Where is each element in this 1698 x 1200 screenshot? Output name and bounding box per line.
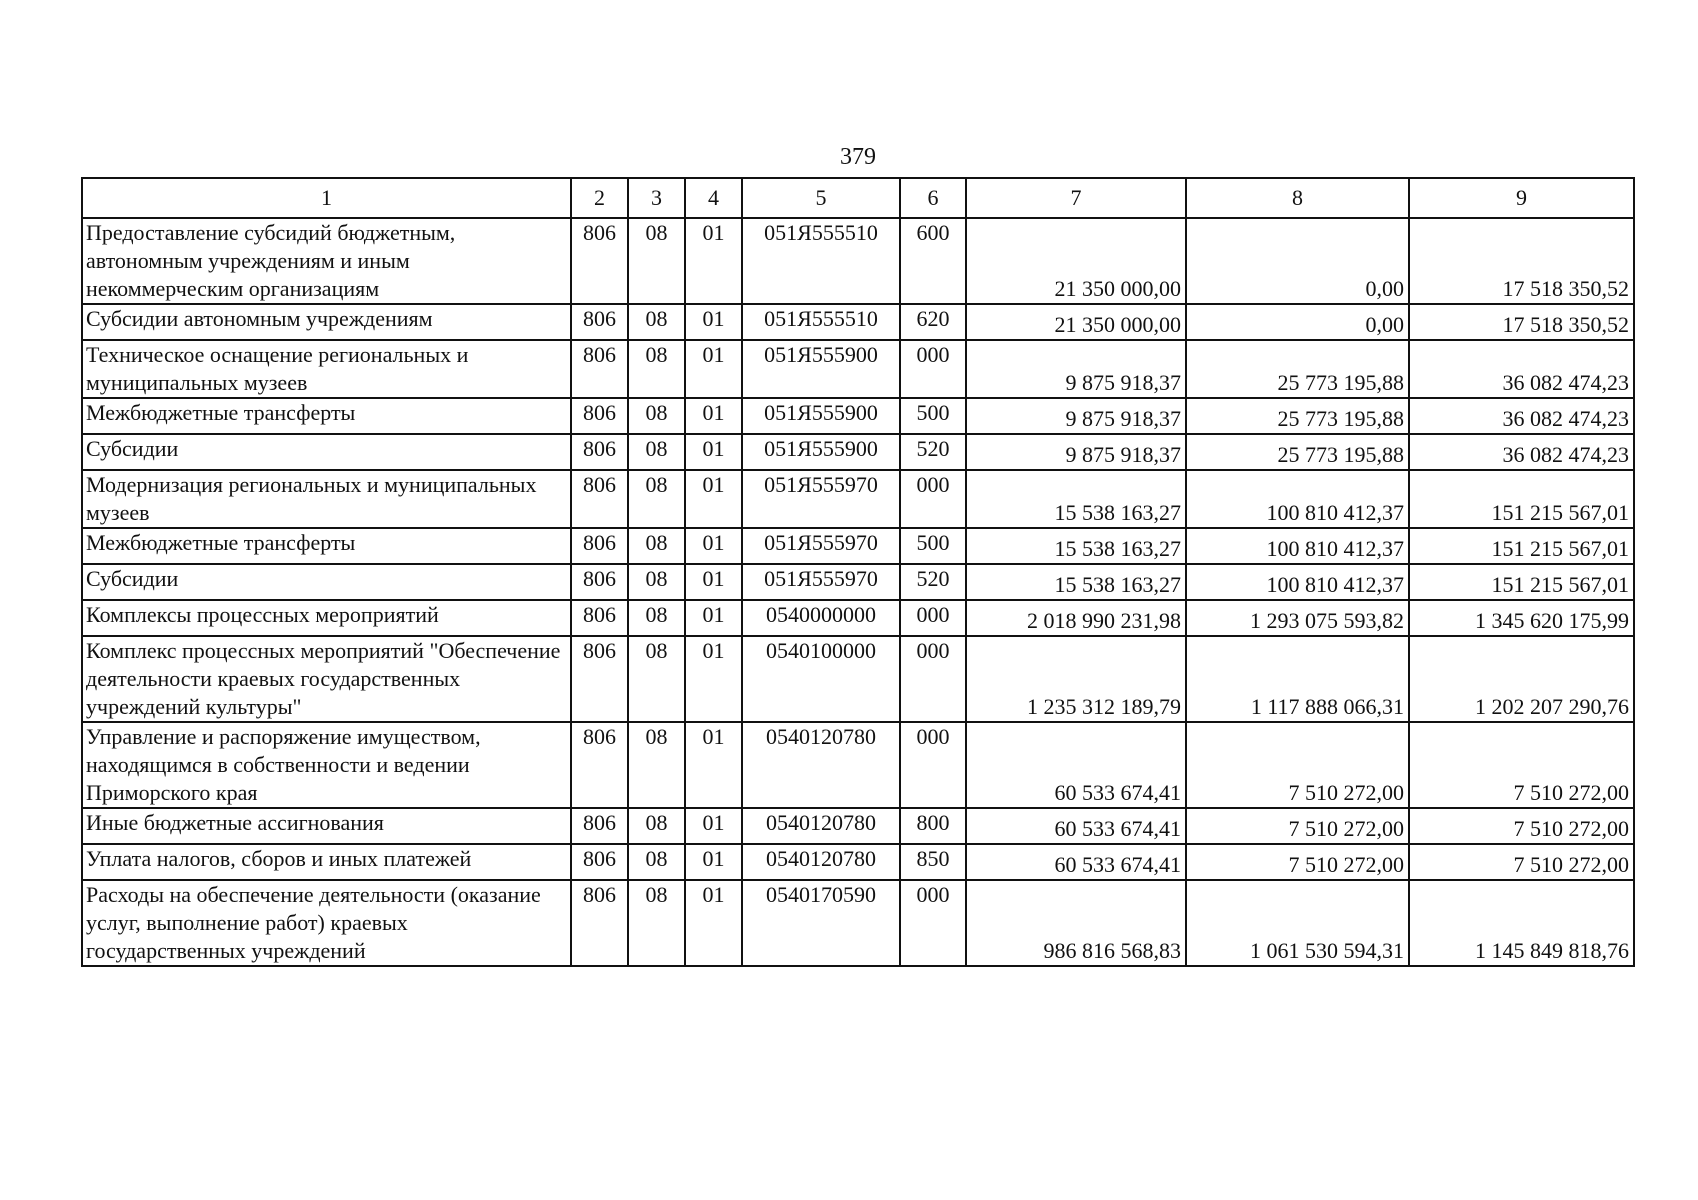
row-code-col-4: 01 xyxy=(685,434,742,470)
row-code-col-2: 806 xyxy=(571,844,628,880)
row-amount-col-7: 15 538 163,27 xyxy=(966,564,1186,600)
row-amount-col-7: 60 533 674,41 xyxy=(966,844,1186,880)
row-code-col-2: 806 xyxy=(571,434,628,470)
header-col-5: 5 xyxy=(742,178,900,218)
row-code-col-4: 01 xyxy=(685,880,742,966)
row-amount-col-7: 21 350 000,00 xyxy=(966,304,1186,340)
row-code-col-6: 000 xyxy=(900,636,966,722)
row-amount-col-9: 151 215 567,01 xyxy=(1409,528,1634,564)
row-amount-col-9: 36 082 474,23 xyxy=(1409,398,1634,434)
row-code-col-4: 01 xyxy=(685,564,742,600)
row-code-col-6: 850 xyxy=(900,844,966,880)
table-row xyxy=(82,218,1634,304)
row-code-col-3: 08 xyxy=(628,636,685,722)
row-code-col-3: 08 xyxy=(628,304,685,340)
row-amount-col-9: 1 145 849 818,76 xyxy=(1409,880,1634,966)
row-code-col-3: 08 xyxy=(628,808,685,844)
row-code-col-3: 08 xyxy=(628,722,685,808)
row-code-col-2: 806 xyxy=(571,636,628,722)
row-code-col-4: 01 xyxy=(685,470,742,528)
row-code-col-5: 051Я555510 xyxy=(742,304,900,340)
row-code-col-6: 000 xyxy=(900,722,966,808)
row-code-col-4: 01 xyxy=(685,722,742,808)
row-code-col-2: 806 xyxy=(571,600,628,636)
row-amount-col-8: 100 810 412,37 xyxy=(1186,470,1409,528)
row-code-col-2: 806 xyxy=(571,528,628,564)
row-amount-col-9: 17 518 350,52 xyxy=(1409,218,1634,304)
header-col-3: 3 xyxy=(628,178,685,218)
row-amount-col-8: 7 510 272,00 xyxy=(1186,722,1409,808)
row-amount-col-7: 15 538 163,27 xyxy=(966,528,1186,564)
table-row xyxy=(82,600,1634,636)
row-code-col-4: 01 xyxy=(685,218,742,304)
row-code-col-2: 806 xyxy=(571,880,628,966)
row-code-col-5: 0540100000 xyxy=(742,636,900,722)
row-code-col-2: 806 xyxy=(571,808,628,844)
row-amount-col-8: 0,00 xyxy=(1186,304,1409,340)
row-code-col-6: 520 xyxy=(900,564,966,600)
row-name-cell: Техническое оснащение региональных и муниципальных музеев xyxy=(82,340,571,398)
row-amount-col-8: 0,00 xyxy=(1186,218,1409,304)
table-row xyxy=(82,880,1634,966)
row-code-col-4: 01 xyxy=(685,844,742,880)
table-row xyxy=(82,844,1634,880)
table-row xyxy=(82,340,1634,398)
row-code-col-5: 051Я555900 xyxy=(742,340,900,398)
row-code-col-5: 051Я555900 xyxy=(742,434,900,470)
row-code-col-3: 08 xyxy=(628,398,685,434)
row-amount-col-9: 1 202 207 290,76 xyxy=(1409,636,1634,722)
table-row xyxy=(82,808,1634,844)
row-code-col-3: 08 xyxy=(628,434,685,470)
row-code-col-3: 08 xyxy=(628,470,685,528)
row-code-col-5: 0540120780 xyxy=(742,844,900,880)
row-code-col-6: 000 xyxy=(900,470,966,528)
row-code-col-3: 08 xyxy=(628,340,685,398)
row-amount-col-8: 1 117 888 066,31 xyxy=(1186,636,1409,722)
row-code-col-3: 08 xyxy=(628,844,685,880)
row-code-col-5: 0540170590 xyxy=(742,880,900,966)
row-amount-col-7: 60 533 674,41 xyxy=(966,808,1186,844)
row-name-cell: Субсидии автономным учреждениям xyxy=(82,304,571,340)
row-code-col-6: 600 xyxy=(900,218,966,304)
row-code-col-4: 01 xyxy=(685,398,742,434)
row-code-col-3: 08 xyxy=(628,880,685,966)
row-amount-col-8: 25 773 195,88 xyxy=(1186,398,1409,434)
row-code-col-5: 051Я555970 xyxy=(742,564,900,600)
row-amount-col-7: 60 533 674,41 xyxy=(966,722,1186,808)
row-name-cell: Управление и распоряжение имуществом, находящимся в собственности и ведении Приморского края xyxy=(82,722,571,808)
row-code-col-3: 08 xyxy=(628,564,685,600)
row-amount-col-8: 7 510 272,00 xyxy=(1186,808,1409,844)
row-amount-col-7: 2 018 990 231,98 xyxy=(966,600,1186,636)
row-code-col-2: 806 xyxy=(571,304,628,340)
row-code-col-3: 08 xyxy=(628,218,685,304)
row-amount-col-8: 1 293 075 593,82 xyxy=(1186,600,1409,636)
row-amount-col-9: 36 082 474,23 xyxy=(1409,434,1634,470)
row-amount-col-8: 7 510 272,00 xyxy=(1186,844,1409,880)
row-code-col-4: 01 xyxy=(685,304,742,340)
table-row xyxy=(82,722,1634,808)
row-name-cell: Предоставление субсидий бюджетным, автономным учреждениям и иным некоммерческим организациям xyxy=(82,218,571,304)
table-body xyxy=(82,178,1634,966)
row-amount-col-7: 1 235 312 189,79 xyxy=(966,636,1186,722)
row-code-col-2: 806 xyxy=(571,218,628,304)
row-name-cell: Комплекс процессных мероприятий "Обеспечение деятельности краевых государственных учреждений культуры" xyxy=(82,636,571,722)
row-amount-col-9: 7 510 272,00 xyxy=(1409,722,1634,808)
header-col-7: 7 xyxy=(966,178,1186,218)
row-name-cell: Расходы на обеспечение деятельности (оказание услуг, выполнение работ) краевых государственных учреждений xyxy=(82,880,571,966)
row-code-col-6: 000 xyxy=(900,340,966,398)
header-col-8: 8 xyxy=(1186,178,1409,218)
table-row xyxy=(82,636,1634,722)
table-row xyxy=(82,528,1634,564)
row-amount-col-7: 21 350 000,00 xyxy=(966,218,1186,304)
row-name-cell: Комплексы процессных мероприятий xyxy=(82,600,571,636)
row-amount-col-9: 7 510 272,00 xyxy=(1409,844,1634,880)
row-amount-col-8: 100 810 412,37 xyxy=(1186,528,1409,564)
row-code-col-6: 500 xyxy=(900,528,966,564)
row-name-cell: Межбюджетные трансферты xyxy=(82,528,571,564)
row-code-col-2: 806 xyxy=(571,564,628,600)
row-code-col-6: 620 xyxy=(900,304,966,340)
row-amount-col-9: 151 215 567,01 xyxy=(1409,470,1634,528)
row-code-col-4: 01 xyxy=(685,528,742,564)
header-col-4: 4 xyxy=(685,178,742,218)
row-amount-col-9: 7 510 272,00 xyxy=(1409,808,1634,844)
header-col-1: 1 xyxy=(82,178,571,218)
header-row xyxy=(82,178,1634,218)
row-code-col-3: 08 xyxy=(628,528,685,564)
row-amount-col-9: 151 215 567,01 xyxy=(1409,564,1634,600)
row-amount-col-8: 25 773 195,88 xyxy=(1186,340,1409,398)
row-amount-col-9: 17 518 350,52 xyxy=(1409,304,1634,340)
row-code-col-6: 000 xyxy=(900,600,966,636)
row-name-cell: Уплата налогов, сборов и иных платежей xyxy=(82,844,571,880)
table-row xyxy=(82,564,1634,600)
row-code-col-5: 051Я555970 xyxy=(742,470,900,528)
row-amount-col-9: 1 345 620 175,99 xyxy=(1409,600,1634,636)
row-code-col-5: 0540000000 xyxy=(742,600,900,636)
header-col-6: 6 xyxy=(900,178,966,218)
row-code-col-6: 520 xyxy=(900,434,966,470)
row-code-col-5: 0540120780 xyxy=(742,808,900,844)
row-amount-col-8: 100 810 412,37 xyxy=(1186,564,1409,600)
row-amount-col-8: 1 061 530 594,31 xyxy=(1186,880,1409,966)
table-row xyxy=(82,434,1634,470)
row-code-col-3: 08 xyxy=(628,600,685,636)
row-name-cell: Субсидии xyxy=(82,564,571,600)
row-code-col-4: 01 xyxy=(685,808,742,844)
row-name-cell: Иные бюджетные ассигнования xyxy=(82,808,571,844)
row-code-col-4: 01 xyxy=(685,340,742,398)
row-name-cell: Межбюджетные трансферты xyxy=(82,398,571,434)
row-code-col-5: 051Я555510 xyxy=(742,218,900,304)
row-amount-col-7: 986 816 568,83 xyxy=(966,880,1186,966)
row-code-col-2: 806 xyxy=(571,722,628,808)
row-code-col-4: 01 xyxy=(685,636,742,722)
row-code-col-6: 500 xyxy=(900,398,966,434)
table-row xyxy=(82,398,1634,434)
row-name-cell: Субсидии xyxy=(82,434,571,470)
table-row xyxy=(82,470,1634,528)
row-code-col-5: 0540120780 xyxy=(742,722,900,808)
row-name-cell: Модернизация региональных и муниципальных музеев xyxy=(82,470,571,528)
row-code-col-6: 800 xyxy=(900,808,966,844)
row-amount-col-7: 9 875 918,37 xyxy=(966,398,1186,434)
row-amount-col-7: 15 538 163,27 xyxy=(966,470,1186,528)
row-code-col-5: 051Я555970 xyxy=(742,528,900,564)
row-code-col-2: 806 xyxy=(571,340,628,398)
header-col-2: 2 xyxy=(571,178,628,218)
row-amount-col-7: 9 875 918,37 xyxy=(966,340,1186,398)
header-col-9: 9 xyxy=(1409,178,1634,218)
row-code-col-5: 051Я555900 xyxy=(742,398,900,434)
row-amount-col-7: 9 875 918,37 xyxy=(966,434,1186,470)
row-amount-col-8: 25 773 195,88 xyxy=(1186,434,1409,470)
table-row xyxy=(82,304,1634,340)
page-number: 379 xyxy=(840,144,876,170)
budget-table xyxy=(81,177,1635,967)
row-amount-col-9: 36 082 474,23 xyxy=(1409,340,1634,398)
row-code-col-2: 806 xyxy=(571,470,628,528)
row-code-col-4: 01 xyxy=(685,600,742,636)
row-code-col-6: 000 xyxy=(900,880,966,966)
row-code-col-2: 806 xyxy=(571,398,628,434)
